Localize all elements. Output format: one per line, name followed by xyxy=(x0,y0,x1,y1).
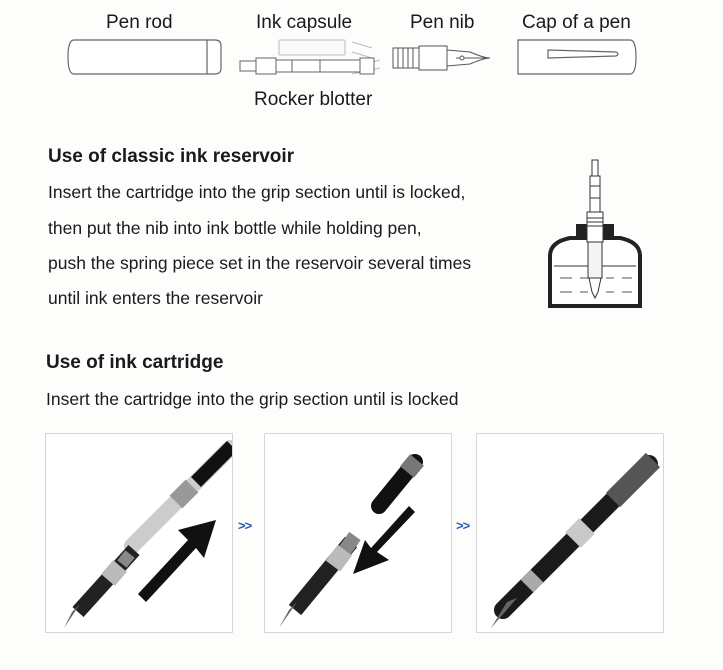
label-cap: Cap of a pen xyxy=(522,12,631,33)
label-ink-capsule: Ink capsule xyxy=(256,12,353,33)
pen-grip-icon xyxy=(64,550,134,628)
pen-cap-icon xyxy=(518,40,636,74)
pen-nib-icon xyxy=(393,46,490,70)
pen-parts-illustration xyxy=(0,30,723,90)
step-2-illustration xyxy=(265,434,451,632)
label-rocker-blotter: Rocker blotter xyxy=(254,89,373,110)
pen-in-bottle-icon xyxy=(587,160,603,298)
arrow-down-left-icon xyxy=(353,506,415,574)
reservoir-line-2: then put the nib into ink bottle while holding pen, xyxy=(48,218,422,238)
cartridge-icon xyxy=(379,460,417,506)
step-3-illustration xyxy=(477,434,663,632)
converter-icon xyxy=(240,58,374,74)
assembled-pen-icon xyxy=(491,460,653,628)
step-2-panel xyxy=(264,433,452,633)
label-pen-rod: Pen rod xyxy=(106,12,173,33)
label-pen-nib: Pen nib xyxy=(410,12,475,33)
reservoir-line-1: Insert the cartridge into the grip section until is locked, xyxy=(48,182,466,202)
reservoir-line-3: push the spring piece set in the reservoir several times xyxy=(48,253,472,273)
step-3-panel xyxy=(476,433,664,633)
step-1-illustration xyxy=(46,434,232,632)
step-separator-1: >> xyxy=(238,518,252,533)
pen-grip-icon xyxy=(279,536,355,628)
ink-bottle-illustration xyxy=(540,156,650,312)
cartridge-title: Use of ink cartridge xyxy=(46,352,224,373)
step-separator-2: >> xyxy=(456,518,470,533)
cartridge-line: Insert the cartridge into the grip section until is locked xyxy=(46,389,459,409)
reservoir-title: Use of classic ink reservoir xyxy=(48,146,295,167)
reservoir-line-4: until ink enters the reservoir xyxy=(48,288,263,308)
step-1-panel xyxy=(45,433,233,633)
pen-rod-icon xyxy=(68,40,221,74)
